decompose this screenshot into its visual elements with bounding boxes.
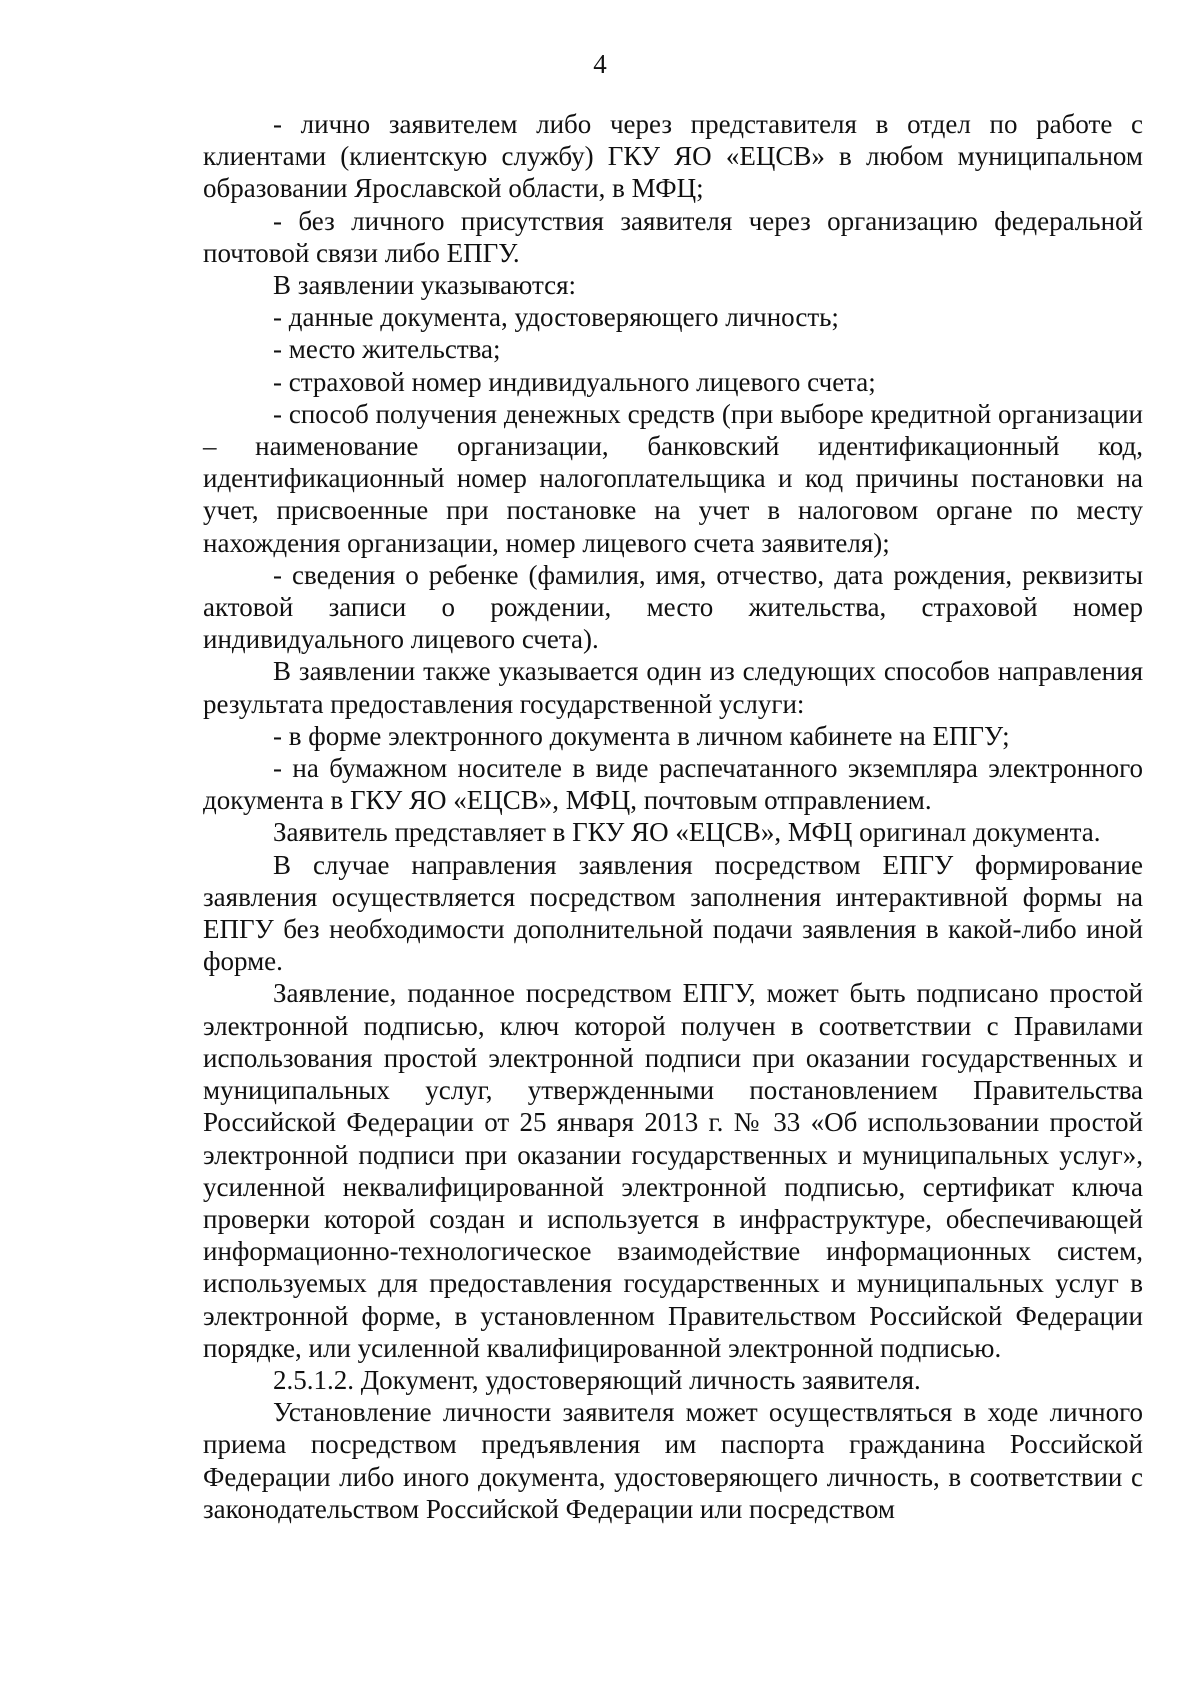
list-item-paper-result: - на бумажном носителе в виде распечатанного экземпляра электронного документа в ГКУ ЯО «ЕЦСВ», МФЦ, почтовым отправлением.	[203, 753, 1143, 816]
paragraph-application-contents-heading: В заявлении указываются:	[273, 270, 576, 301]
paragraph-result-delivery-heading: В заявлении также указывается один из следующих способов направления результата предоставления государственной услуги:	[203, 656, 1143, 719]
list-item-snils: - страховой номер индивидуального лицевого счета;	[273, 366, 876, 397]
paragraph-identity-verification: Установление личности заявителя может осуществляться в ходе личного приема посредством предъявления им паспорта гражданина Российской Федерации либо иного документа, удостоверяющего личность, в соответствии с законодательством Российской Федерации или посредством	[203, 1397, 1143, 1524]
list-item-payment-method: - способ получения денежных средств (при выборе кредитной организации – наименование организации, банковский идентификационный код, идентификационный номер налогоплательщика и код причины постановки на учет, присвоенные при постановке на учет в налоговом органе по месту нахождения организации, номер лицевого счета заявителя);	[203, 398, 1143, 558]
paragraph-electronic-signature: Заявление, поданное посредством ЕПГУ, может быть подписано простой электронной подписью, ключ которой получен в соответствии с Правилами использования простой электронной подписи при оказании государственных и муниципальных услуг, утвержденными постановлением Правительства Российской Федерации от 25 января 2013 г. № 33 «Об использовании простой электронной подписи при оказании государственных и муниципальных услуг», усиленной неквалифицированной электронной подписью, сертификат ключа проверки которой создан и используется в инфраструктуре, обеспечивающей информационно-технологическое взаимодействие информационных систем, используемых для предоставления государственных и муниципальных услуг в электронной форме, в установленном Правительством Российской Федерации порядке, или усиленной квалифицированной электронной подписью.	[203, 978, 1143, 1363]
section-heading-2-5-1-2: 2.5.1.2. Документ, удостоверяющий личность заявителя.	[273, 1364, 921, 1395]
list-item-child-info: - сведения о ребенке (фамилия, имя, отчество, дата рождения, реквизиты актовой записи о рождении, место жительства, страховой номер индивидуального лицевого счета).	[203, 559, 1143, 655]
paragraph-epgu-form: В случае направления заявления посредством ЕПГУ формирование заявления осуществляется посредством заполнения интерактивной формы на ЕПГУ без необходимости дополнительной подачи заявления в какой-либо иной форме.	[203, 849, 1143, 977]
paragraph-submission-remote: - без личного присутствия заявителя через организацию федеральной почтовой связи либо ЕПГУ.	[203, 205, 1143, 268]
list-item-residence: - место жительства;	[273, 334, 501, 365]
document-body	[203, 108, 1143, 1525]
paragraph-original-document: Заявитель представляет в ГКУ ЯО «ЕЦСВ», МФЦ оригинал документа.	[273, 817, 1101, 848]
list-item-electronic-result: - в форме электронного документа в личном кабинете на ЕПГУ;	[273, 720, 1010, 751]
list-item-identity-document: - данные документа, удостоверяющего личность;	[273, 302, 839, 333]
page-number: 4	[593, 49, 607, 79]
paragraph-submission-in-person: - лично заявителем либо через представителя в отдел по работе с клиентами (клиентскую службу) ГКУ ЯО «ЕЦСВ» в любом муниципальном образовании Ярославской области, в МФЦ;	[203, 109, 1143, 204]
